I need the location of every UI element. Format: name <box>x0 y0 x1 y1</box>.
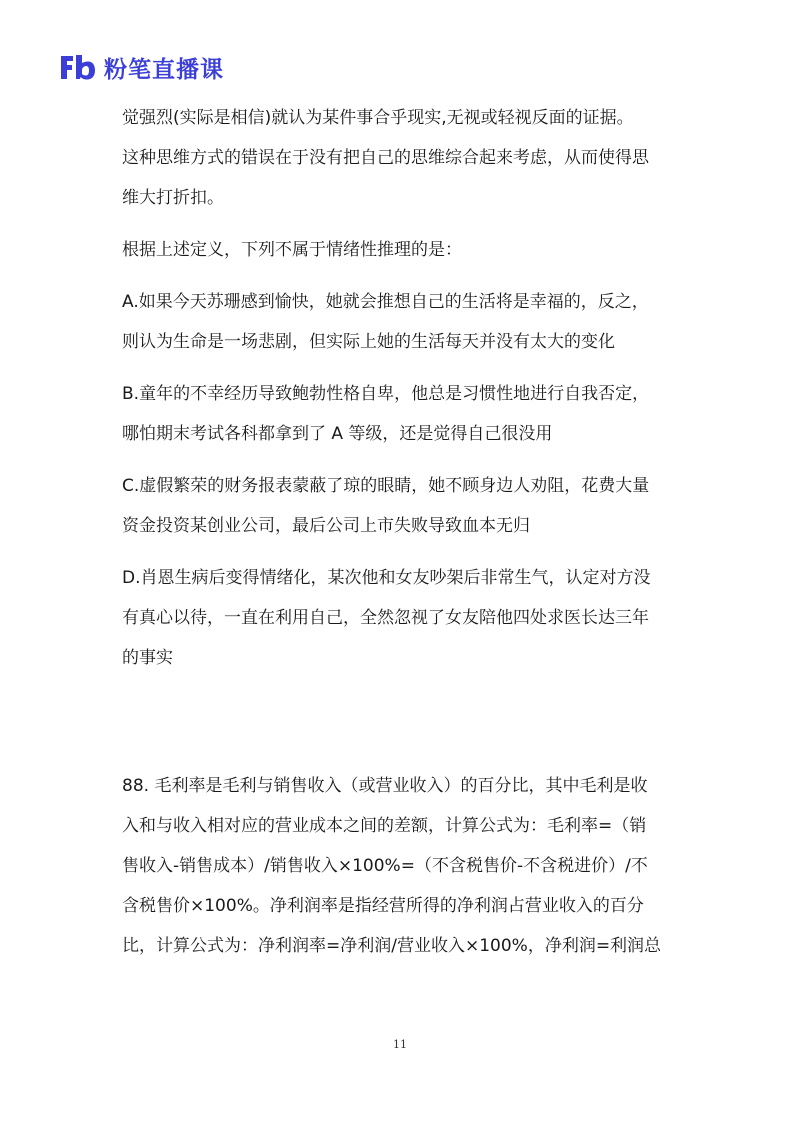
option-b <box>122 374 682 454</box>
text-line: A.如果今天苏珊感到愉快，她就会推想自己的生活将是幸福的，反之， <box>122 292 649 312</box>
option-a <box>122 282 682 362</box>
text-line: 则认为生命是一场悲剧，但实际上她的生活每天并没有太大的变化 <box>122 332 615 352</box>
header <box>58 50 224 84</box>
text-line: D.肖恩生病后变得情绪化，某次他和女友吵架后非常生气，认定对方没 <box>122 568 651 588</box>
text-line: 比，计算公式为：净利润率=净利润/营业收入×100%，净利润=利润总 <box>122 936 662 956</box>
brand-name: 粉笔直播课 <box>104 56 224 83</box>
text-line: 的事实 <box>122 648 173 668</box>
text-line: 根据上述定义，下列不属于情绪性推理的是： <box>122 240 462 260</box>
text-line: 88. 毛利率是毛利与销售收入（或营业收入）的百分比，其中毛利是收 <box>122 776 648 796</box>
option-c <box>122 466 682 546</box>
text-line: 有真心以待，一直在利用自己，全然忽视了女友陪他四处求医长达三年 <box>122 608 649 628</box>
question-88 <box>122 766 682 966</box>
text-line: 含税售价×100%。净利润率是指经营所得的净利润占营业收入的百分 <box>122 896 644 916</box>
document-body <box>122 98 682 966</box>
option-d <box>122 558 682 678</box>
text-line: 售收入-销售成本）/销售收入×100%=（不含税售价-不含税进价）/不 <box>122 856 648 876</box>
text-line: 觉强烈(实际是相信)就认为某件事合乎现实,无视或轻视反面的证据。 <box>122 108 634 128</box>
text-line: 这种思维方式的错误在于没有把自己的思维综合起来考虑，从而使得思 <box>122 148 649 168</box>
text-line: 入和与收入相对应的营业成本之间的差额，计算公式为：毛利率=（销 <box>122 816 647 836</box>
text-line: 哪怕期末考试各科都拿到了 A 等级，还是觉得自己很没用 <box>122 424 553 444</box>
question-stem <box>122 230 682 270</box>
paragraph-intro <box>122 98 682 218</box>
text-line: C.虚假繁荣的财务报表蒙蔽了琼的眼睛，她不顾身边人劝阻，花费大量 <box>122 476 650 496</box>
text-line: 维大打折扣。 <box>122 188 224 208</box>
page-number: 11 <box>393 1038 407 1051</box>
fb-logo-icon <box>58 52 96 82</box>
text-line: 资金投资某创业公司，最后公司上市失败导致血本无归 <box>122 516 530 536</box>
text-line: B.童年的不幸经历导致鲍勃性格自卑，他总是习惯性地进行自我否定， <box>122 384 650 404</box>
